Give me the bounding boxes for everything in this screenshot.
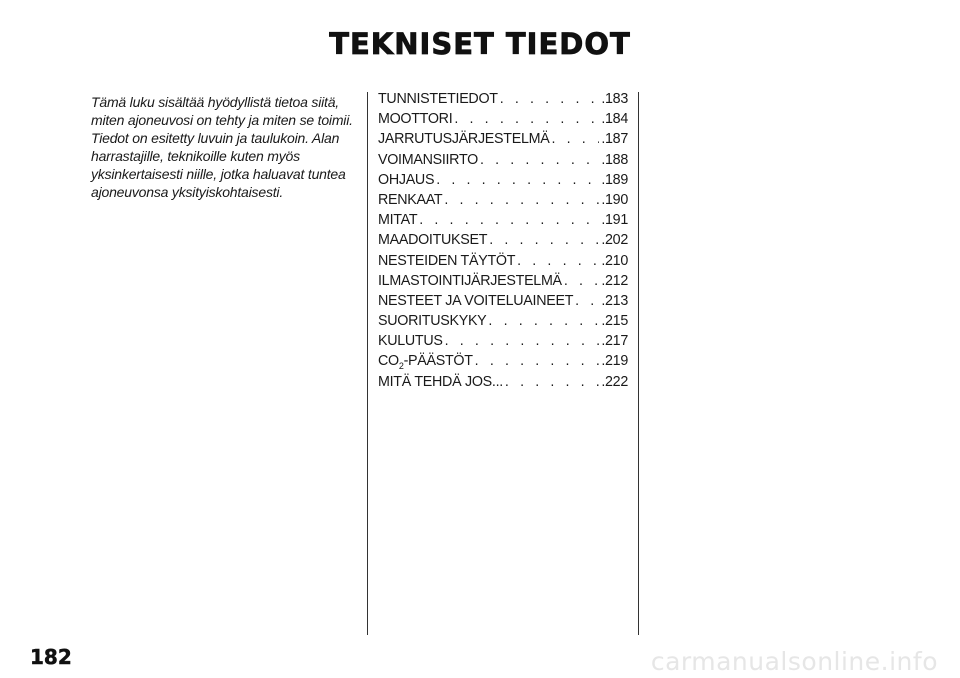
toc-item-maadoitukset[interactable]: [378, 232, 628, 252]
toc-item-nesteet-ja-voiteluaineet[interactable]: [378, 293, 628, 313]
toc-item-label: ILMASTOINTIJÄRJESTELMÄ: [378, 272, 562, 289]
toc-item-page: .184: [601, 111, 628, 128]
toc-item-label: KULUTUS: [378, 333, 443, 350]
intro-paragraph: Tämä luku sisältää hyödyllistä tietoa siitä, miten ajoneuvosi on tehty ja miten se toimii. Tiedot on esitetty luvuin ja taulukoin. Alan harrastajille, teknikoille kuten myös yksinkertaisesti niille, jotka haluavat tuntea ajoneuvonsa yksityiskohtaisesti.: [91, 94, 353, 200]
toc-leader-dots: [488, 313, 599, 329]
column-divider-right: [638, 92, 639, 635]
toc-leader-dots: [475, 353, 600, 369]
toc-label-subscript: 2: [398, 361, 404, 372]
toc-item-label: [378, 353, 473, 371]
toc-item-renkaat[interactable]: [378, 192, 628, 212]
toc-leader-dots: [436, 172, 599, 188]
toc-item-page: .183: [601, 91, 628, 107]
table-of-contents: [378, 91, 628, 394]
toc-leader-dots: [551, 131, 599, 147]
toc-item-page: .189: [601, 171, 628, 188]
toc-item-mitat[interactable]: [378, 212, 628, 232]
toc-item-label: MITAT: [378, 212, 418, 229]
toc-leader-dots: [489, 232, 599, 248]
toc-leader-dots: [480, 152, 599, 168]
toc-item-page: .215: [601, 313, 628, 330]
toc-item-nesteiden-taytot[interactable]: [378, 253, 628, 273]
toc-item-label: SUORITUSKYKY: [378, 313, 487, 330]
toc-item-label: JARRUTUSJÄRJESTELMÄ: [378, 131, 550, 148]
toc-item-label: MAADOITUKSET: [378, 232, 488, 249]
toc-item-moottori[interactable]: [378, 111, 628, 131]
toc-item-ohjaus[interactable]: [378, 172, 628, 192]
toc-item-page: .212: [601, 272, 628, 289]
toc-item-page: .222: [601, 373, 628, 390]
toc-leader-dots: [419, 212, 599, 228]
toc-item-tunnistetiedot[interactable]: [378, 91, 628, 111]
toc-label-prefix: CO: [378, 353, 399, 370]
toc-leader-dots: [505, 374, 599, 390]
toc-item-page: .217: [601, 333, 628, 350]
watermark: carmanualsonline.info: [650, 647, 938, 676]
toc-item-label: MOOTTORI: [378, 111, 453, 128]
toc-item-label: MITÄ TEHDÄ JOS...: [378, 373, 503, 390]
toc-item-voimansiirto[interactable]: [378, 152, 628, 172]
toc-item-page: .187: [601, 131, 628, 148]
toc-label-suffix: -PÄÄSTÖT: [403, 353, 473, 370]
toc-item-page: .210: [601, 252, 628, 269]
toc-item-mita-tehda-jos[interactable]: [378, 374, 628, 394]
toc-leader-dots: [454, 111, 599, 127]
toc-item-page: .190: [601, 191, 628, 208]
toc-leader-dots: [445, 333, 600, 349]
toc-item-page: .219: [601, 353, 628, 370]
toc-item-label: VOIMANSIIRTO: [378, 151, 478, 168]
toc-item-label: TUNNISTETIEDOT: [378, 91, 498, 107]
toc-item-label: NESTEIDEN TÄYTÖT: [378, 252, 516, 269]
toc-item-label: NESTEET JA VOITELUAINEET: [378, 292, 574, 309]
toc-item-page: .213: [601, 292, 628, 309]
toc-item-ilmastointijarjestelma[interactable]: [378, 273, 628, 293]
toc-leader-dots: [500, 91, 600, 107]
toc-leader-dots: [517, 253, 599, 269]
toc-item-page: .188: [601, 151, 628, 168]
page-title: TEKNISET TIEDOT: [329, 27, 631, 61]
toc-leader-dots: [564, 273, 600, 289]
column-divider-left: [367, 92, 368, 635]
toc-item-page: .202: [601, 232, 628, 249]
toc-leader-dots: [575, 293, 599, 309]
page-number: 182: [30, 645, 72, 669]
toc-leader-dots: [444, 192, 599, 208]
toc-item-jarrutusjarjestelma[interactable]: [378, 131, 628, 151]
toc-item-label: OHJAUS: [378, 171, 435, 188]
toc-item-suorituskyky[interactable]: [378, 313, 628, 333]
toc-item-label: RENKAAT: [378, 191, 443, 208]
toc-item-page: .191: [601, 212, 628, 229]
toc-item-kulutus[interactable]: [378, 333, 628, 353]
toc-item-co2-paastot[interactable]: [378, 353, 628, 373]
